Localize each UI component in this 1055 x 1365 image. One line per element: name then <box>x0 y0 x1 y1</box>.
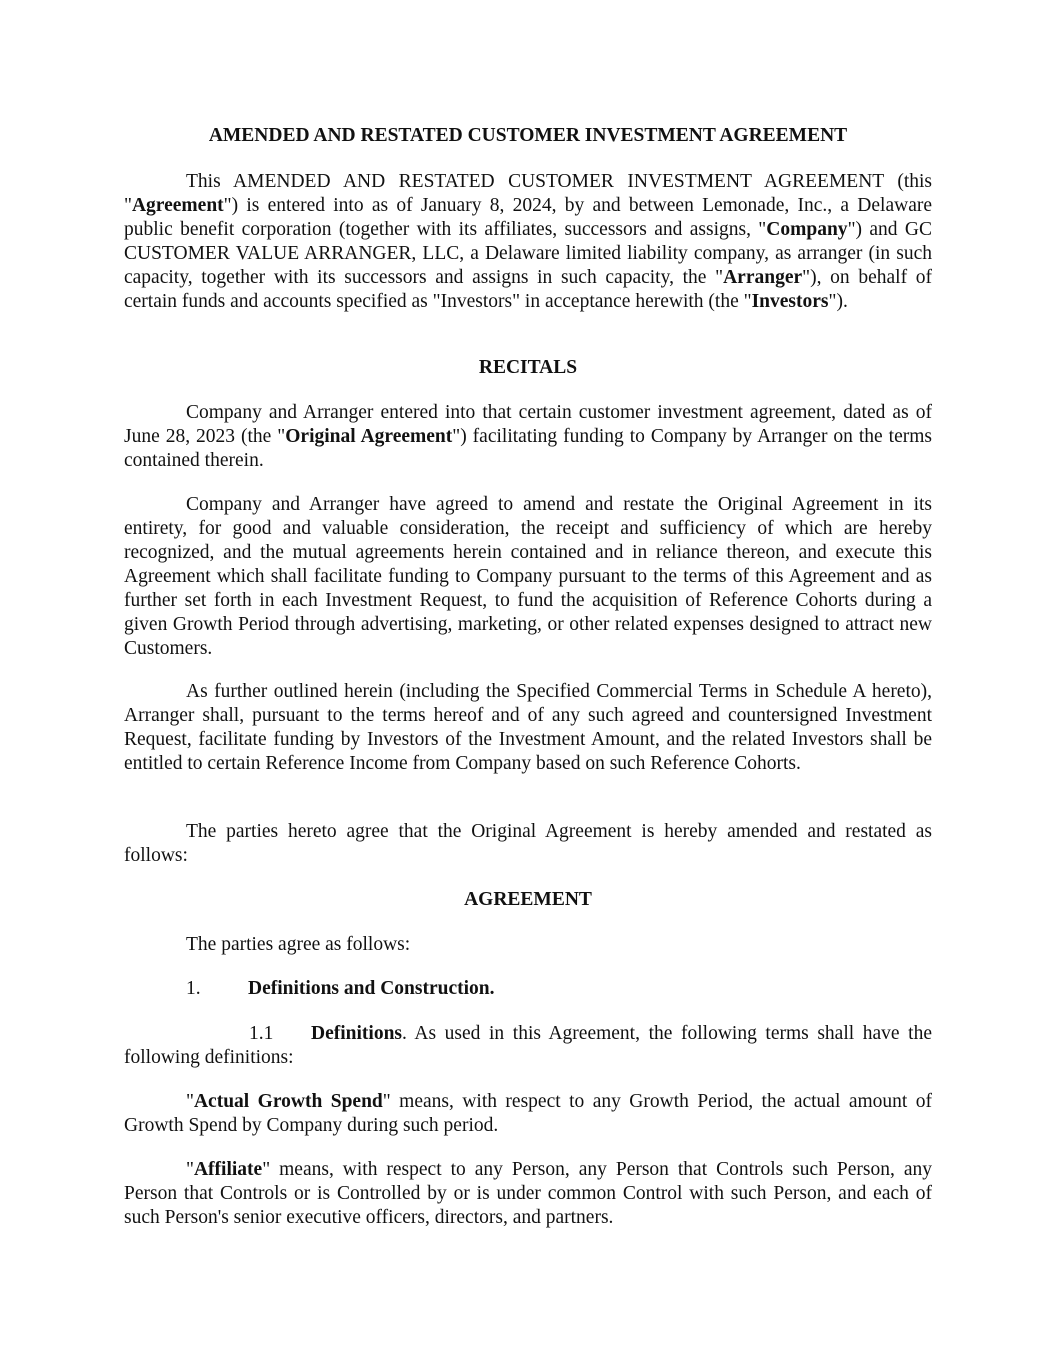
term-arranger: Arranger <box>723 267 803 288</box>
section-1-1-number: 1.1 <box>249 1023 274 1044</box>
definition-affiliate <box>124 1158 932 1230</box>
section-1-title: Definitions and Construction. <box>248 978 495 999</box>
intro-text-2: ") is entered into as of January 8, 2024, by and between Lemonade, Inc., a Delaware public benefit corporation (together with its affiliates, successors and assigns, " <box>124 195 932 240</box>
agreement-heading: AGREEMENT <box>464 889 592 910</box>
section-1-heading <box>124 977 932 1001</box>
intro-text-3: ") and GC CUSTOMER VALUE ARRANGER, LLC, a Delaware limited liability company, as arranger (in such capacity, together with its successors and assigns in such capacity, the " <box>124 219 932 288</box>
definition-1-quote: " <box>186 1091 194 1112</box>
recital-paragraph-2: Company and Arranger have agreed to amend and restate the Original Agreement in its entirety, for good and valuable consideration, the receipt and sufficiency of which are hereby recognized, and the mutual agreements herein contained and in reliance thereon, and execute this Agreement which shall facilitate funding to Company pursuant to the terms of this Agreement and as further set forth in each Investment Request, to fund the acquisition of Reference Cohorts during a given Growth Period through advertising, marketing, or other related expenses designed to attract new Customers. <box>124 494 932 659</box>
recitals-heading: RECITALS <box>478 357 578 378</box>
intro-text-5: "). <box>828 291 848 312</box>
definition-2-quote: " <box>186 1159 194 1180</box>
definition-2-text: " means, with respect to any Person, any Person that Controls such Person, any Person that Controls or is Controlled by or is under common Control with such Person, and each of such Person's senior executive officers, directors, and partners. <box>124 1159 932 1228</box>
recital-1-text-1: Company and Arranger entered into that certain customer investment agreement, dated as of June 28, 2023 (the " <box>124 402 932 447</box>
definition-1-text: " means, with respect to any Growth Period, the actual amount of Growth Spend by Company during such period. <box>124 1091 932 1136</box>
recital-paragraph-1 <box>124 401 932 473</box>
recital-paragraph-3: As further outlined herein (including the Specified Commercial Terms in Schedule A hereto), Arranger shall, pursuant to the terms hereof and of any such agreed and countersigned Investment Request, facilitate funding by Investors of the Investment Amount, and the related Investors shall be entitled to certain Reference Income from Company based on such Reference Cohorts. <box>124 681 932 774</box>
intro-text-1: This AMENDED AND RESTATED CUSTOMER INVESTMENT AGREEMENT (this " <box>124 171 932 216</box>
definition-2-term: Affiliate <box>193 1159 263 1180</box>
intro-paragraph <box>124 170 932 314</box>
agreement-lead: The parties agree as follows: <box>186 934 411 955</box>
intro-text-4: "), on behalf of certain funds and accounts specified as "Investors" in acceptance herewith (the " <box>124 267 932 312</box>
term-company: Company <box>766 219 848 240</box>
section-1-1-paragraph <box>124 1022 932 1070</box>
definition-actual-growth-spend <box>124 1090 932 1138</box>
section-1-number: 1. <box>186 978 201 999</box>
term-investors: Investors <box>751 291 829 312</box>
document-title: AMENDED AND RESTATED CUSTOMER INVESTMENT AGREEMENT <box>208 125 848 146</box>
section-1-1-text: . As used in this Agreement, the following terms shall have the following definitions: <box>124 1023 932 1068</box>
recital-1-text-2: ") facilitating funding to Company by Arranger on the terms contained therein. <box>124 426 932 471</box>
definition-1-term: Actual Growth Spend <box>193 1091 383 1112</box>
term-original-agreement: Original Agreement <box>285 426 453 447</box>
term-agreement: Agreement <box>131 195 224 216</box>
recital-paragraph-4: The parties hereto agree that the Original Agreement is hereby amended and restated as follows: <box>124 821 932 866</box>
section-1-1-title: Definitions <box>311 1023 403 1044</box>
